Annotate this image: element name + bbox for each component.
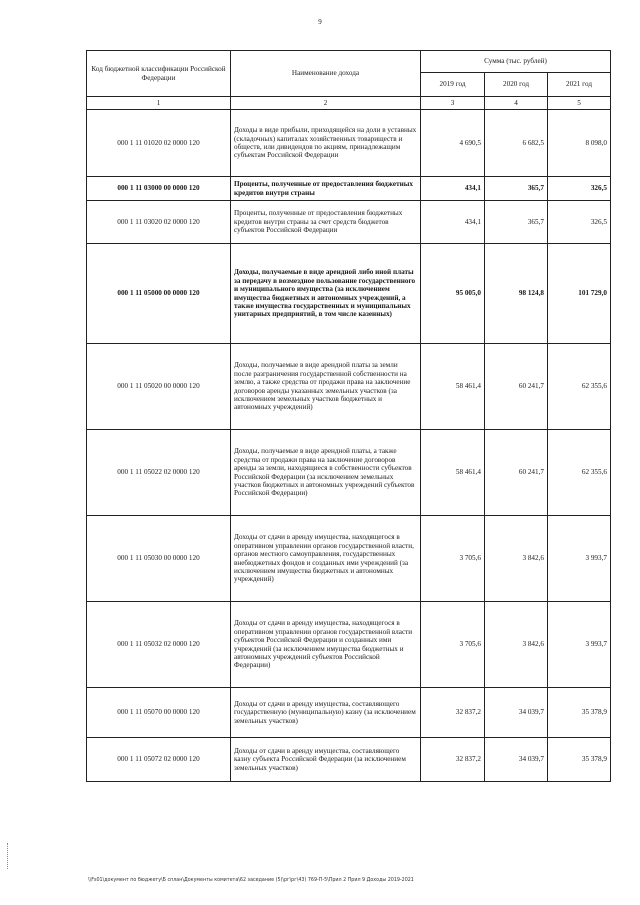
row-value-2019: 95 005,0: [421, 244, 485, 344]
row-value-2021: 8 098,0: [548, 110, 611, 177]
row-value-2019: 4 690,5: [421, 110, 485, 177]
row-value-2020: 34 039,7: [485, 738, 548, 782]
row-value-2021: 35 378,9: [548, 738, 611, 782]
row-value-2020: 34 039,7: [485, 688, 548, 738]
row-value-2020: 365,7: [485, 177, 548, 201]
col-number: 4: [485, 97, 548, 110]
row-value-2019: 3 705,6: [421, 602, 485, 688]
row-name: Проценты, полученные от предоставления бюджетных кредитов внутри страны: [231, 177, 421, 201]
col-number: 3: [421, 97, 485, 110]
row-code: 000 1 11 05070 00 0000 120: [87, 688, 231, 738]
row-name: Доходы, получаемые в виде арендной платы за земли после разграничения государственной собственности на землю, а также средства от продажи права на заключение договоров аренды указанных земельных участков (за исключением земельных участков бюджетных и автономных учреждений): [231, 344, 421, 430]
row-value-2021: 326,5: [548, 201, 611, 244]
row-value-2021: 62 355,6: [548, 430, 611, 516]
row-name: Доходы, получаемые в виде арендной платы, а также средства от продажи права на заключение договоров аренды за земли, находящиеся в собственности субъектов Российской Федерации (за исключением земельных участков бюджетных и автономных учреждений субъектов Российской Федерации): [231, 430, 421, 516]
col-number: 1: [87, 97, 231, 110]
row-code: 000 1 11 05020 00 0000 120: [87, 344, 231, 430]
row-value-2019: 58 461,4: [421, 430, 485, 516]
file-path-footer: \\Fs01\документ по бюджету\Б сплан\Документы комитета\62 заседание (5)\рг\рг\43) 769-П-5\Прил 2 Прил 9 Доходы 2019-2021: [88, 878, 414, 883]
row-code: 000 1 11 05000 00 0000 120: [87, 244, 231, 344]
header-year-2020: 2020 год: [485, 73, 548, 97]
row-code: 000 1 11 03020 02 0000 120: [87, 201, 231, 244]
row-value-2021: 101 729,0: [548, 244, 611, 344]
row-name: Доходы, получаемые в виде арендной либо иной платы за передачу в возмездное пользование государственного и муниципального имущества (за исключением имущества бюджетных и автономных учреждений, а также имущества государственных и муниципальных унитарных предприятий, в том числе казенных): [231, 244, 421, 344]
row-value-2019: 434,1: [421, 201, 485, 244]
row-name: Доходы от сдачи в аренду имущества, находящегося в оперативном управлении органов государственной власти, органов местного самоуправления, государственных внебюджетных фондов и созданных ими учреждений (за исключением имущества бюджетных и автономных учреждений): [231, 516, 421, 602]
header-code: Код бюджетной классификации Российской Федерации: [87, 51, 231, 97]
row-name: Проценты, полученные от предоставления бюджетных кредитов внутри страны за счет средств бюджетов субъектов Российской Федерации: [231, 201, 421, 244]
row-value-2020: 3 842,6: [485, 516, 548, 602]
row-name: Доходы в виде прибыли, приходящейся на доли в уставных (складочных) капиталах хозяйственных товариществ и обществ, или дивидендов по акциям, принадлежащим субъектам Российской Федерации: [231, 110, 421, 177]
row-code: 000 1 11 01020 02 0000 120: [87, 110, 231, 177]
scan-edge-marks: [7, 843, 9, 869]
table-row: [87, 738, 611, 782]
row-value-2021: 62 355,6: [548, 344, 611, 430]
table-row: [87, 244, 611, 344]
row-value-2020: 365,7: [485, 201, 548, 244]
header-year-2021: 2021 год: [548, 73, 611, 97]
row-value-2019: 58 461,4: [421, 344, 485, 430]
row-code: 000 1 11 05030 00 0000 120: [87, 516, 231, 602]
row-value-2020: 60 241,7: [485, 344, 548, 430]
table-row: [87, 177, 611, 201]
row-code: 000 1 11 05072 02 0000 120: [87, 738, 231, 782]
col-number: 5: [548, 97, 611, 110]
page-number: 9: [318, 18, 322, 26]
header-sum: Сумма (тыс. рублей): [421, 51, 611, 73]
table-row: [87, 201, 611, 244]
revenue-table: [86, 50, 611, 782]
table-row: [87, 110, 611, 177]
table-row: [87, 344, 611, 430]
row-name: Доходы от сдачи в аренду имущества, составляющего государственную (муниципальную) казну (за исключением земельных участков): [231, 688, 421, 738]
row-value-2019: 32 837,2: [421, 688, 485, 738]
header-year-2019: 2019 год: [421, 73, 485, 97]
table-row: [87, 688, 611, 738]
row-code: 000 1 11 05022 02 0000 120: [87, 430, 231, 516]
row-name: Доходы от сдачи в аренду имущества, составляющего казну субъекта Российской Федерации (за исключением земельных участков): [231, 738, 421, 782]
row-value-2021: 3 993,7: [548, 602, 611, 688]
row-code: 000 1 11 05032 02 0000 120: [87, 602, 231, 688]
row-value-2019: 32 837,2: [421, 738, 485, 782]
row-name: Доходы от сдачи в аренду имущества, находящегося в оперативном управлении органов государственной власти субъектов Российской Федерации и созданных ими учреждений (за исключением имущества бюджетных и автономных учреждений субъектов Российской Федерации): [231, 602, 421, 688]
col-number: 2: [231, 97, 421, 110]
row-value-2020: 3 842,6: [485, 602, 548, 688]
table-row: [87, 602, 611, 688]
table-row: [87, 430, 611, 516]
row-value-2021: 3 993,7: [548, 516, 611, 602]
row-value-2019: 434,1: [421, 177, 485, 201]
row-value-2020: 60 241,7: [485, 430, 548, 516]
header-name: Наименование дохода: [231, 51, 421, 97]
row-code: 000 1 11 03000 00 0000 120: [87, 177, 231, 201]
row-value-2020: 6 682,5: [485, 110, 548, 177]
row-value-2020: 98 124,8: [485, 244, 548, 344]
row-value-2021: 326,5: [548, 177, 611, 201]
row-value-2021: 35 378,9: [548, 688, 611, 738]
table-row: [87, 516, 611, 602]
row-value-2019: 3 705,6: [421, 516, 485, 602]
